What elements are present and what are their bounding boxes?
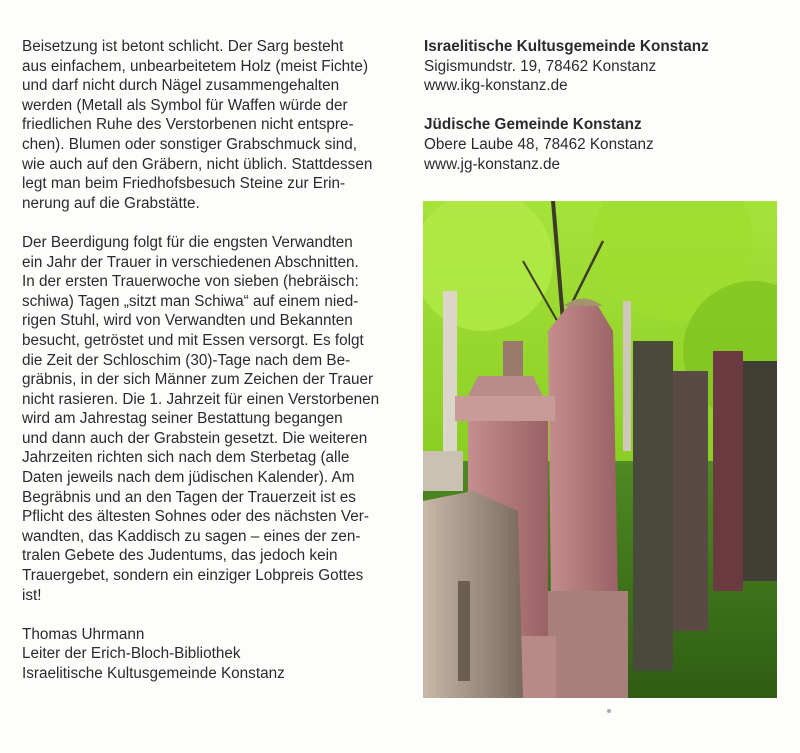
article-line: aus einfachem, unbearbeitetem Holz (meist Fichte) (22, 57, 369, 75)
contact-name: Jüdische Gemeinde Konstanz (424, 116, 642, 134)
article-line: tralen Gebete des Judentums, das jedoch kein (22, 547, 338, 565)
article-line: nerung auf die Grabstätte. (22, 194, 200, 212)
contact-website-link[interactable]: www.ikg-konstanz.de (424, 77, 568, 95)
article-line: wird am Jahrestag seiner Bestattung begangen (22, 410, 343, 428)
article-line: ist! (22, 586, 42, 604)
contact-address: Sigismundstr. 19, 78462 Konstanz (424, 57, 657, 75)
article-line: Jahrzeiten richten sich nach dem Sterbetag (alle (22, 449, 350, 467)
article-line: friedlichen Ruhe des Verstorbenen nicht entspre- (22, 116, 354, 134)
contact-block-ikg (424, 37, 784, 96)
article-line: gräbnis, in der sich Männer zum Zeichen der Trauer (22, 371, 374, 389)
article-line: Begräbnis und an den Tagen der Trauerzeit ist es (22, 488, 356, 506)
contact-website-link[interactable]: www.jg-konstanz.de (424, 155, 561, 173)
article-line: wandten, das Kaddisch zu sagen – eines der zen- (22, 527, 361, 545)
article-line: und dann auch der Grabstein gesetzt. Die weiteren (22, 429, 368, 447)
author-organization: Israelitische Kultusgemeinde Konstanz (22, 665, 285, 682)
article-line: die Zeit der Schloschim (30)-Tage nach dem Be- (22, 351, 351, 369)
article-line: und darf nicht durch Nägel zusammengehalten (22, 77, 340, 95)
article-line: Trauergebet, sondern ein einziger Lobpreis Gottes (22, 567, 364, 585)
article-line: wie auch auf den Gräbern, nicht üblich. Stattdessen (22, 155, 373, 173)
article-line: Daten jeweils nach dem jüdischen Kalender). Am (22, 469, 355, 487)
author-role: Leiter der Erich-Bloch-Bibliothek (22, 645, 241, 663)
article-paragraph (22, 37, 392, 213)
article-line: chen). Blumen oder sonstiger Grabschmuck sind, (22, 135, 357, 153)
article-line: Der Beerdigung folgt für die engsten Verwandten (22, 233, 353, 251)
article-line: nicht rasieren. Die 1. Jahrzeit für einen Verstorbenen (22, 390, 380, 408)
print-speck (607, 709, 611, 713)
contact-address: Obere Laube 48, 78462 Konstanz (424, 135, 654, 153)
gravestones-illustration (423, 201, 777, 698)
article-line: Beisetzung ist betont schlicht. Der Sarg besteht (22, 38, 344, 55)
article-line: rigen Stuhl, wird von Verwandten und Bekannten (22, 312, 353, 330)
article-line: Pflicht des ältesten Sohnes oder des nächsten Ver- (22, 508, 369, 526)
article-line: besucht, getröstet und mit Essen versorgt. Es folgt (22, 331, 364, 349)
article-line: schiwa) Tagen „sitzt man Schiwa“ auf einem nied- (22, 292, 359, 310)
cemetery-photo (423, 201, 777, 698)
article-line: ein Jahr der Trauer in verschiedenen Abschnitten. (22, 253, 359, 271)
contact-name: Israelitische Kultusgemeinde Konstanz (424, 38, 709, 55)
article-line: legt man beim Friedhofsbesuch Steine zur Erin- (22, 175, 346, 193)
contact-column (424, 37, 784, 194)
author-name: Thomas Uhrmann (22, 625, 145, 643)
article-paragraph (22, 233, 392, 605)
contact-block-jg (424, 115, 784, 174)
article-body (22, 37, 392, 684)
article-line: In der ersten Trauerwoche von sieben (hebräisch: (22, 273, 359, 291)
article-line: werden (Metall als Symbol für Waffen würde der (22, 96, 348, 114)
